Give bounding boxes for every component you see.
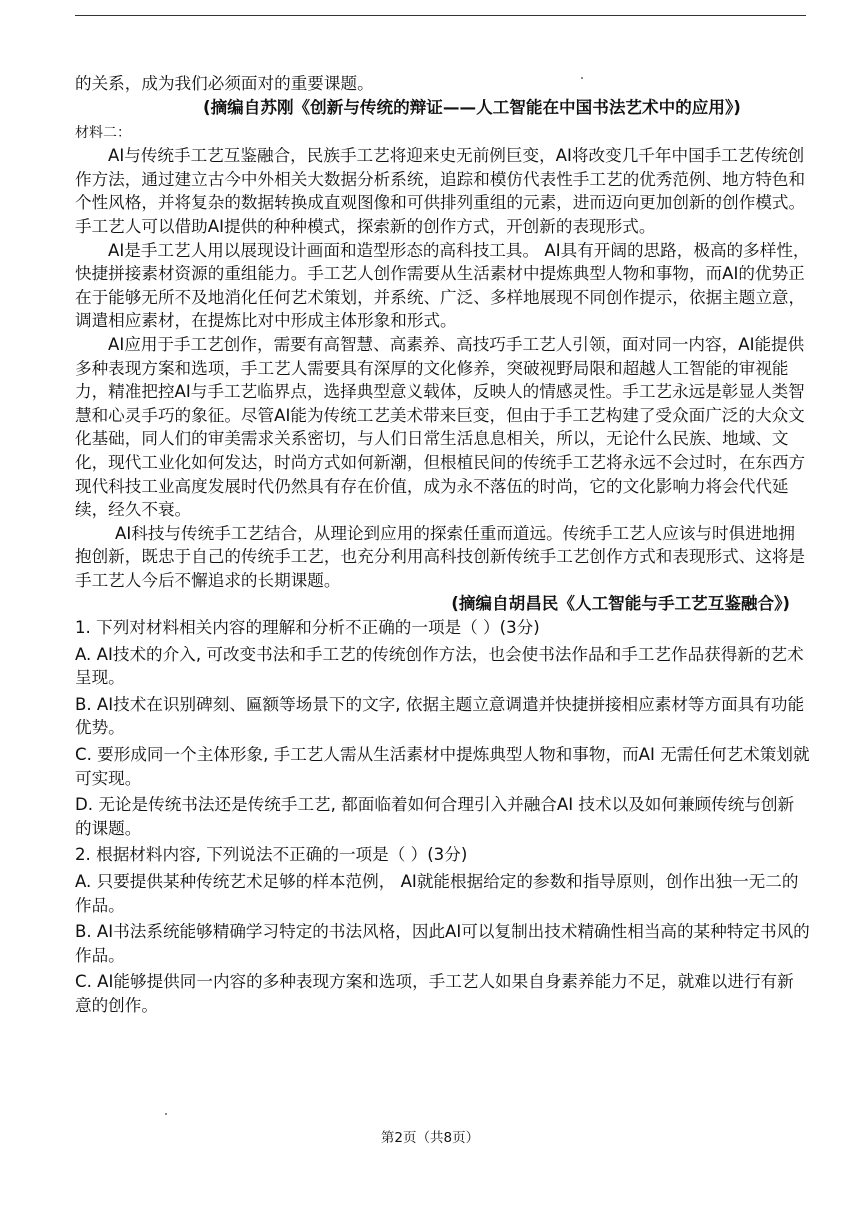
material-2-paragraph-4: AI科技与传统手工艺结合，从理论到应用的探索任重而道远。传统手工艺人应该与时俱进地拥抱创新，既忠于自己的传统手工艺，也充分利用高科技创新传统手工艺创作方式和表现形式、这将是手工艺人今后不懈追求的长期课题。 (75, 523, 806, 590)
material-2-paragraph-3: AI应用于手工艺创作，需要有高智慧、高素养、高技巧手工艺人引领，面对同一内容，AI能提供多种表现方案和选项，手工艺人需要具有深厚的文化修养，突破视野局限和超越人工智能的审视能力，精准把控AI与手工艺临界点，选择典型意义载体，反映人的情感灵性。手工艺永远是彰显人类智慧和心灵手巧的象征。尽管AI能为传统工艺美术带来巨变，但由于手工艺构建了受众面广泛的大众文化基础，同人们的审美需求关系密切，与人们日常生活息息相关，所以，无论什么民族、地域、文化，现代工业化如何发达，时尚方式如何新潮，但根植民间的传统手工艺将永远不会过时，在东西方现代科技工业高度发展时代仍然具有存在价值，成为永不落伍的时尚，它的文化影响力将会代代延续，经久不衰。 (75, 334, 806, 520)
carry-over-line: 的关系，成为我们必须面对的重要课题。 (75, 74, 374, 93)
citation-source-1: (摘编自苏刚《创新与传统的辩证——人工智能在中国书法艺术中的应用》) (203, 97, 741, 117)
material-2-paragraph-1: AI与传统手工艺互鉴融合，民族手工艺将迎来史无前例巨变，AI将改变几千年中国手工艺传统创作方法，通过建立古今中外相关大数据分析系统，追踪和模仿代表性手工艺的优秀范例、地方特色和个性风格，并将复杂的数据转换成直观图像和可供排列重组的元素，进而迈向更加创新的创作模式。手工艺人可以借助AI提供的种种模式，探索新的创作方式，开创新的表现形式。 (75, 146, 806, 236)
question-2 (75, 843, 810, 1017)
question-1-option-b: B. AI技术在识别碑刻、匾额等场景下的文字, 依据主题立意调遣并快捷拼接相应素材等方面具有功能优势。 (75, 694, 805, 738)
citation-source-2: (摘编自胡昌民《人工智能与手工艺互鉴融合》) (451, 594, 790, 614)
question-2-option-b: B. AI书法系统能够精确学习特定的书法风格，因此AI可以复制出技术精确性相当高的某种特定书风的作品。 (75, 922, 810, 965)
page-number: 第2页（共8页） (380, 1130, 480, 1146)
question-2-option-c: C. AI能够提供同一内容的多种表现方案和选项，手工艺人如果自身素养能力不足，就难以进行有新意的创作。 (75, 972, 794, 1015)
header-rule (75, 15, 806, 16)
question-1-option-c: C. 要形成同一个主体形象, 手工艺人需从生活素材中提炼典型人物和事物，而AI 无需任何艺术策划就可实现。 (75, 745, 810, 788)
material-2-paragraph-2: AI是手工艺人用以展现设计画面和造型形态的高科技工具。 AI具有开阔的思路，极高的多样性，快捷拼接素材资源的重组能力。手工艺人创作需要从生活素材中提炼典型人物和事物，而AI的优势正在于能够无所不及地消化任何艺术策划，并系统、广泛、多样地展现不同创作提示，依据主题立意，调遣相应素材，在提炼比对中形成主体形象和形式。 (75, 240, 810, 331)
material-2-label: 材料二： (75, 125, 131, 142)
question-2-stem: 2. 根据材料内容, 下列说法不正确的一项是（ ）(3分) (75, 845, 468, 865)
document-body (75, 72, 810, 1018)
scan-speck (165, 1113, 167, 1115)
question-1-stem: 1. 下列对材料相关内容的理解和分析不正确的一项是（ ）(3分) (75, 618, 540, 638)
question-1-option-a: A. AI技术的介入, 可改变书法和手工艺的传统创作方法，也会使书法作品和手工艺作品获得新的艺术呈现。 (75, 644, 804, 688)
question-1-option-d: D. 无论是传统书法还是传统手工艺, 都面临着如何合理引入并融合AI 技术以及如何兼顾传统与创新的课题。 (75, 795, 795, 838)
question-2-option-a: A. 只要提供某种传统艺术足够的样本范例， AI就能根据给定的参数和指导原则，创作出独一无二的作品。 (75, 872, 799, 915)
question-1 (75, 616, 810, 840)
